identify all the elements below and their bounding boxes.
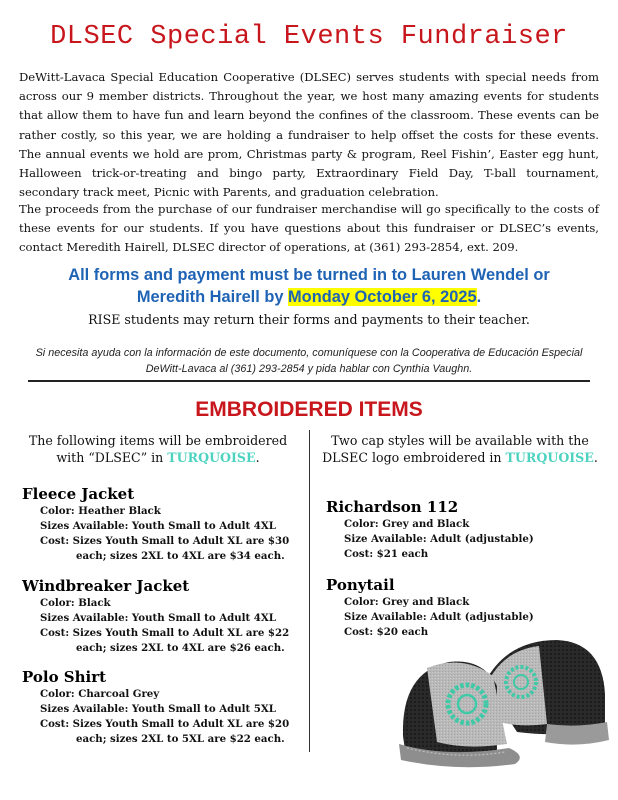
right-intro-end: .: [593, 450, 598, 465]
right-column-intro: [318, 432, 602, 466]
item-name: Fleece Jacket: [22, 485, 135, 503]
item-sizes: Sizes Available: Youth Small to Adult 5XL: [40, 703, 276, 715]
rise-note: RISE students may return their forms and payments to their teacher.: [88, 312, 530, 327]
spanish-help-note: Si necesita ayuda con la información de este documento, comuníquese con la Cooperativa de Educación Especial DeWitt-Lavaca al (361) 293-2854 y pida hablar con Cynthia Vaughn.: [35, 347, 583, 375]
notice-line-2-prefix: Meredith Hairell by: [136, 288, 289, 306]
item-cost: Cost: $21 each: [344, 548, 429, 560]
left-column-intro: [16, 432, 300, 466]
deadline-date: Monday October 6, 2025: [288, 288, 477, 306]
item-ponytail: [326, 575, 596, 640]
item-sizes: Sizes Available: Youth Small to Adult 4XL: [40, 520, 276, 532]
item-sizes: Sizes Available: Youth Small to Adult 4XL: [40, 612, 276, 624]
right-intro-text: Two cap styles will be available with the DLSEC logo embroidered in: [322, 433, 589, 465]
item-name: Windbreaker Jacket: [22, 577, 190, 595]
item-color: Color: Heather Black: [40, 505, 161, 517]
item-polo-shirt: [22, 667, 300, 747]
proceeds-paragraph: The proceeds from the purchase of our fundraiser merchandise will go specifically to the costs of these events for our students. If you have questions about this fundraiser or DLSEC’s events, contact Meredith Hairell, DLSEC director of operations, at (361) 293-2854, ext. 209.: [19, 202, 599, 255]
item-cost: Cost: $20 each: [344, 626, 429, 638]
item-fleece-jacket: [22, 484, 300, 564]
right-intro-color-word: TURQUOISE: [505, 450, 594, 465]
item-color: Color: Charcoal Grey: [40, 688, 160, 700]
notice-line-2: [0, 286, 618, 308]
notice-line-2-suffix: .: [476, 288, 482, 306]
item-sizes: Size Available: Adult (adjustable): [344, 611, 534, 623]
left-intro-text: The following items will be embroidered with “DLSEC” in: [28, 433, 288, 465]
section-divider: [28, 380, 590, 382]
page-title: DLSEC Special Events Fundraiser: [50, 22, 568, 52]
item-cost: Cost: Sizes Youth Small to Adult XL are $22 each; sizes 2XL to 4XL are $26 each.: [40, 627, 290, 654]
deadline-notice: [0, 264, 618, 308]
item-cost: Cost: Sizes Youth Small to Adult XL are $30 each; sizes 2XL to 4XL are $34 each.: [40, 535, 290, 562]
left-intro-color-word: TURQUOISE: [167, 450, 256, 465]
item-cost: Cost: Sizes Youth Small to Adult XL are $20 each; sizes 2XL to 5XL are $22 each.: [40, 718, 290, 745]
trucker-caps-photo-icon: [397, 632, 611, 768]
notice-line-1: All forms and payment must be turned in to Lauren Wendel or: [68, 266, 550, 284]
item-color: Color: Black: [40, 597, 111, 609]
intro-paragraph: DeWitt-Lavaca Special Education Cooperative (DLSEC) serves students with special needs from across our 9 member districts. Throughout the year, we host many amazing events for students that allow them to have fun and learn beyond the confines of the classroom. These events can be rather costly, so this year, we are holding a fundraiser to help offset the costs for these events. The annual events we hold are prom, Christmas party & program, Reel Fishin’, Easter egg hunt, Halloween trick-or-treating and bingo party, Extraordinary Field Day, T-ball tournament, secondary track meet, Picnic with Parents, and graduation celebration.: [19, 70, 599, 200]
item-windbreaker-jacket: [22, 576, 300, 656]
item-name: Richardson 112: [326, 498, 459, 516]
column-divider: [309, 430, 310, 752]
item-sizes: Size Available: Adult (adjustable): [344, 533, 534, 545]
item-richardson-112: [326, 497, 596, 562]
embroidered-items-heading: EMBROIDERED ITEMS: [195, 398, 423, 421]
item-name: Ponytail: [326, 576, 395, 594]
left-intro-end: .: [255, 450, 260, 465]
item-color: Color: Grey and Black: [344, 596, 470, 608]
item-color: Color: Grey and Black: [344, 518, 470, 530]
item-name: Polo Shirt: [22, 668, 107, 686]
